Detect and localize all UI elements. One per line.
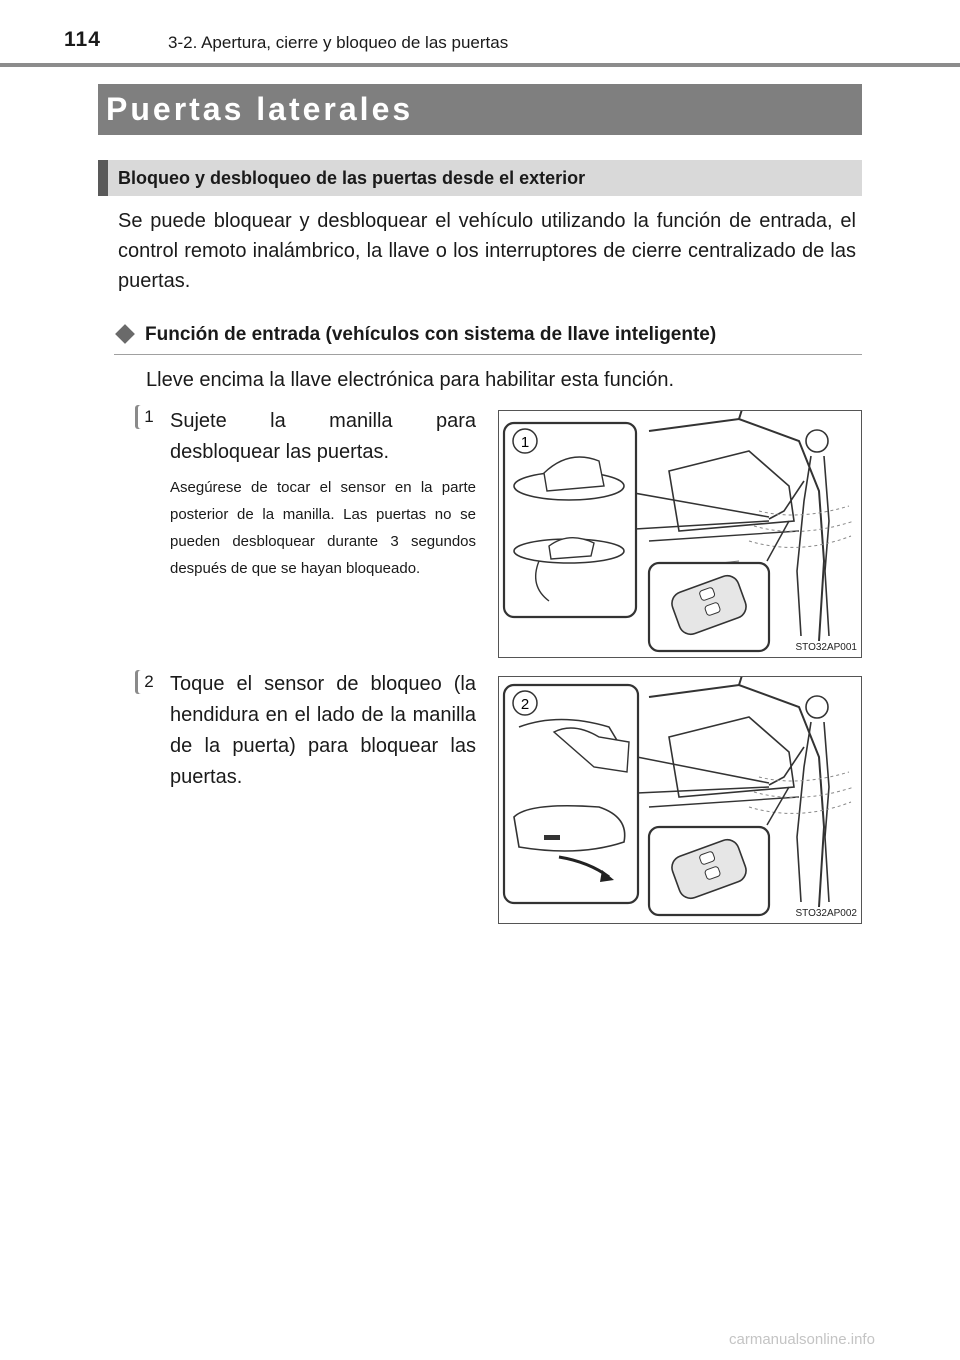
- step-1-note: Asegúrese de tocar el sensor en la parte posterior de la manilla. Las puertas no se pueden desbloquear durante 3 segundos después de que se hayan bloqueado.: [170, 479, 476, 577]
- subsection-rule: [114, 354, 862, 355]
- figure-1-callout: 1: [520, 434, 530, 451]
- page-title-bar: [98, 84, 862, 135]
- chapter-title: 3-2. Apertura, cierre y bloqueo de las puertas: [168, 33, 509, 52]
- unlock-illustration: [499, 411, 861, 657]
- figure-unlock-door: [498, 410, 862, 658]
- section-heading: Bloqueo y desbloqueo de las puertas desde el exterior: [118, 168, 586, 188]
- figure-2-code: STO32AP002: [795, 908, 857, 919]
- step-number-2: 2: [138, 670, 160, 694]
- page-number: 114: [64, 28, 101, 51]
- step-2-text: Toque el sensor de bloqueo (la hendidura en el lado de la manilla de la puerta) para bloquear las puertas.: [170, 673, 476, 788]
- page-title: Puertas laterales: [106, 91, 414, 127]
- section-intro: Se puede bloquear y desbloquear el vehículo utilizando la función de entrada, el control remoto inalámbrico, la llave o los interruptores de cierre centralizado de las puertas.: [118, 210, 856, 292]
- step-1-text: Sujete la manilla para desbloquear las puertas.: [170, 410, 476, 463]
- lock-illustration: [499, 677, 861, 923]
- header-rule: [0, 63, 960, 67]
- step-number-1: 1: [138, 405, 160, 429]
- figure-2-callout: 2: [520, 696, 530, 713]
- watermark: carmanualsonline.info: [729, 1331, 875, 1348]
- section-accent: [98, 160, 108, 196]
- figure-lock-door: [498, 676, 862, 924]
- subsection-heading: Función de entrada (vehículos con sistema de llave inteligente): [145, 324, 717, 345]
- section-heading-bar: [98, 160, 862, 196]
- diamond-bullet-icon: [115, 324, 135, 344]
- figure-1-code: STO32AP001: [795, 642, 857, 653]
- subsection-lead: Lleve encima la llave electrónica para habilitar esta función.: [146, 369, 675, 391]
